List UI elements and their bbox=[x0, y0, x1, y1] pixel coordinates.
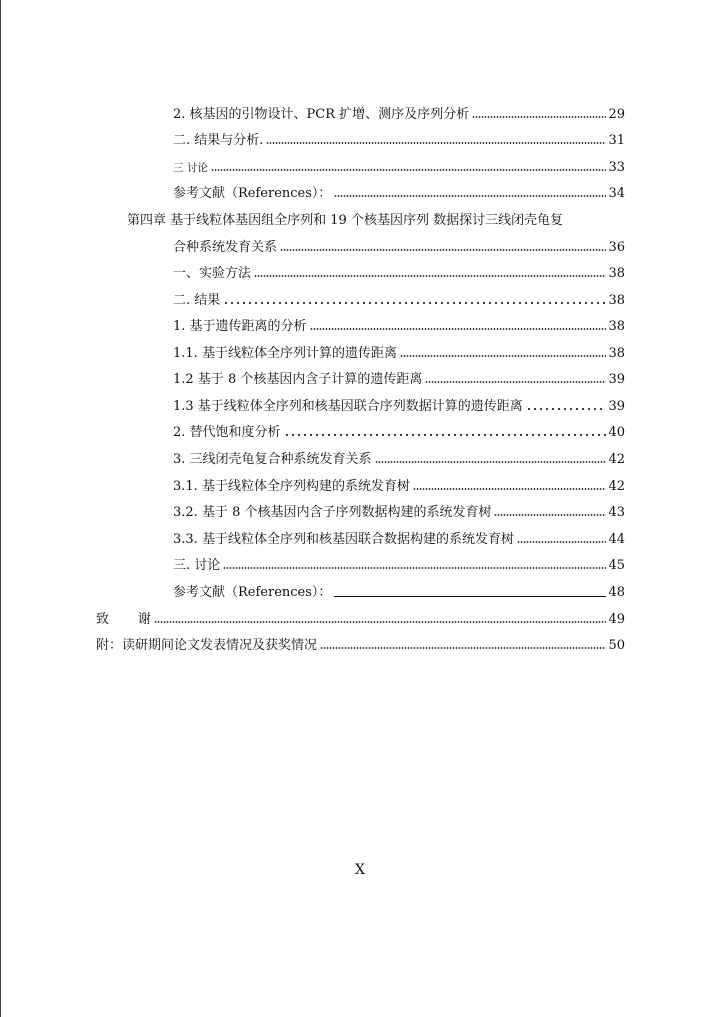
toc-entry-title: 二. 结果与分析. bbox=[173, 133, 264, 148]
toc-entry-title: 三 讨论 bbox=[173, 162, 208, 174]
toc-entry[interactable] bbox=[173, 103, 625, 123]
toc-entry-page: 42 bbox=[608, 452, 625, 467]
toc-entry-title: 1.2 基于 8 个核基因内含子计算的遗传距离 bbox=[173, 372, 423, 387]
toc-entry[interactable] bbox=[173, 528, 625, 548]
toc-entry[interactable] bbox=[173, 289, 625, 309]
toc-entry[interactable] bbox=[173, 448, 625, 468]
leader-dots bbox=[154, 619, 607, 625]
toc-entry[interactable] bbox=[96, 608, 625, 628]
toc-entry[interactable] bbox=[173, 262, 625, 282]
leader-dots bbox=[400, 353, 607, 359]
leader-dots bbox=[413, 486, 607, 492]
leader-dots bbox=[310, 326, 607, 332]
toc-entry-page: 34 bbox=[608, 186, 625, 201]
toc-entry-title: 附：读研期间论文发表情况及获奖情况 bbox=[96, 638, 318, 653]
toc-entry-page: 49 bbox=[608, 612, 625, 627]
toc-entry-title: 致 谢 bbox=[96, 612, 151, 627]
leader-line bbox=[334, 596, 606, 597]
toc-entry-page: 33 bbox=[608, 160, 625, 175]
toc-entry-page: 50 bbox=[608, 638, 625, 653]
toc-entry-title: 三. 讨论 bbox=[173, 558, 221, 573]
leader-dots bbox=[223, 565, 606, 571]
toc-entry[interactable] bbox=[173, 182, 625, 202]
toc-entry[interactable] bbox=[173, 395, 625, 415]
toc-entry[interactable] bbox=[173, 501, 625, 521]
toc-entry-title: 第四章 基于线粒体基因组全序列和 19 个核基因序列 数据探讨三线闭壳龟复 bbox=[127, 213, 564, 228]
toc-entry-page: 48 bbox=[608, 585, 625, 600]
toc-entry-page: 43 bbox=[608, 505, 625, 520]
leader-dots bbox=[280, 247, 606, 253]
toc-entry[interactable] bbox=[173, 129, 625, 149]
toc-entry[interactable] bbox=[173, 315, 625, 335]
toc-entry-title: 3. 三线闭壳龟复合种系统发育关系 bbox=[173, 452, 372, 467]
toc-entry-title: 参考文献（References）： bbox=[173, 186, 332, 201]
leader-dots bbox=[472, 114, 606, 120]
toc-entry-title: 2. 核基因的引物设计、PCR 扩增、测序及序列分析 bbox=[173, 107, 470, 122]
leader-dots bbox=[517, 539, 607, 545]
toc-entry-page: 31 bbox=[608, 133, 625, 148]
leader-dots bbox=[266, 140, 606, 146]
leader-dots bbox=[334, 193, 606, 199]
toc-entry-title: 2. 替代饱和度分析 bbox=[173, 425, 281, 440]
page-number: X bbox=[355, 862, 365, 878]
toc-entry[interactable] bbox=[173, 421, 625, 441]
leader-dots bbox=[211, 167, 607, 173]
toc-entry-page: 40 bbox=[608, 425, 625, 440]
toc-entry-page: 38 bbox=[608, 266, 625, 281]
toc-entry-page: 38 bbox=[608, 346, 625, 361]
toc-entry-page: 38 bbox=[608, 293, 625, 308]
leader-dots bbox=[284, 432, 607, 438]
toc-entry-title: 二. 结果 bbox=[173, 293, 221, 308]
toc-chapter-heading[interactable] bbox=[127, 209, 625, 229]
toc-entry-page: 45 bbox=[608, 558, 625, 573]
leader-dots bbox=[526, 406, 607, 412]
toc-entry-page: 29 bbox=[608, 107, 625, 122]
leader-dots bbox=[375, 459, 607, 465]
toc-entry-title: 1.3 基于线粒体全序列和核基因联合序列数据计算的遗传距离 bbox=[173, 399, 523, 414]
toc-entry-page: 39 bbox=[608, 399, 625, 414]
toc-entry-page: 39 bbox=[608, 372, 625, 387]
toc-entry-page: 42 bbox=[608, 479, 625, 494]
toc-entry-title: 一、实验方法 bbox=[173, 266, 252, 281]
toc-entry[interactable] bbox=[173, 236, 625, 256]
toc-entry[interactable] bbox=[173, 156, 625, 176]
leader-dots bbox=[425, 379, 606, 385]
toc-entry[interactable] bbox=[173, 342, 625, 362]
toc-entry-title: 3.3. 基于线粒体全序列和核基因联合数据构建的系统发育树 bbox=[173, 532, 514, 547]
toc-entry[interactable] bbox=[173, 475, 625, 495]
leader-dots bbox=[320, 645, 606, 651]
toc-entry-title: 合种系统发育关系 bbox=[173, 240, 278, 255]
toc-entry[interactable] bbox=[173, 554, 625, 574]
leader-dots bbox=[223, 300, 606, 306]
toc-entry-page: 44 bbox=[608, 532, 625, 547]
toc-entry-title: 1. 基于遗传距离的分析 bbox=[173, 319, 307, 334]
leader-dots bbox=[494, 512, 606, 518]
toc-entry-page: 38 bbox=[608, 319, 625, 334]
toc-entry[interactable] bbox=[96, 634, 625, 654]
toc-entry-page: 36 bbox=[608, 240, 625, 255]
toc-entry[interactable] bbox=[173, 581, 625, 601]
toc-entry-title: 1.1. 基于线粒体全序列计算的遗传距离 bbox=[173, 346, 397, 361]
toc-entry-title: 3.1. 基于线粒体全序列构建的系统发育树 bbox=[173, 479, 410, 494]
toc-entry[interactable] bbox=[173, 368, 625, 388]
toc-entry-title: 3.2. 基于 8 个核基因内含子序列数据构建的系统发育树 bbox=[173, 505, 492, 520]
toc-entry-title: 参考文献（References）： bbox=[173, 585, 332, 600]
leader-dots bbox=[254, 273, 606, 279]
